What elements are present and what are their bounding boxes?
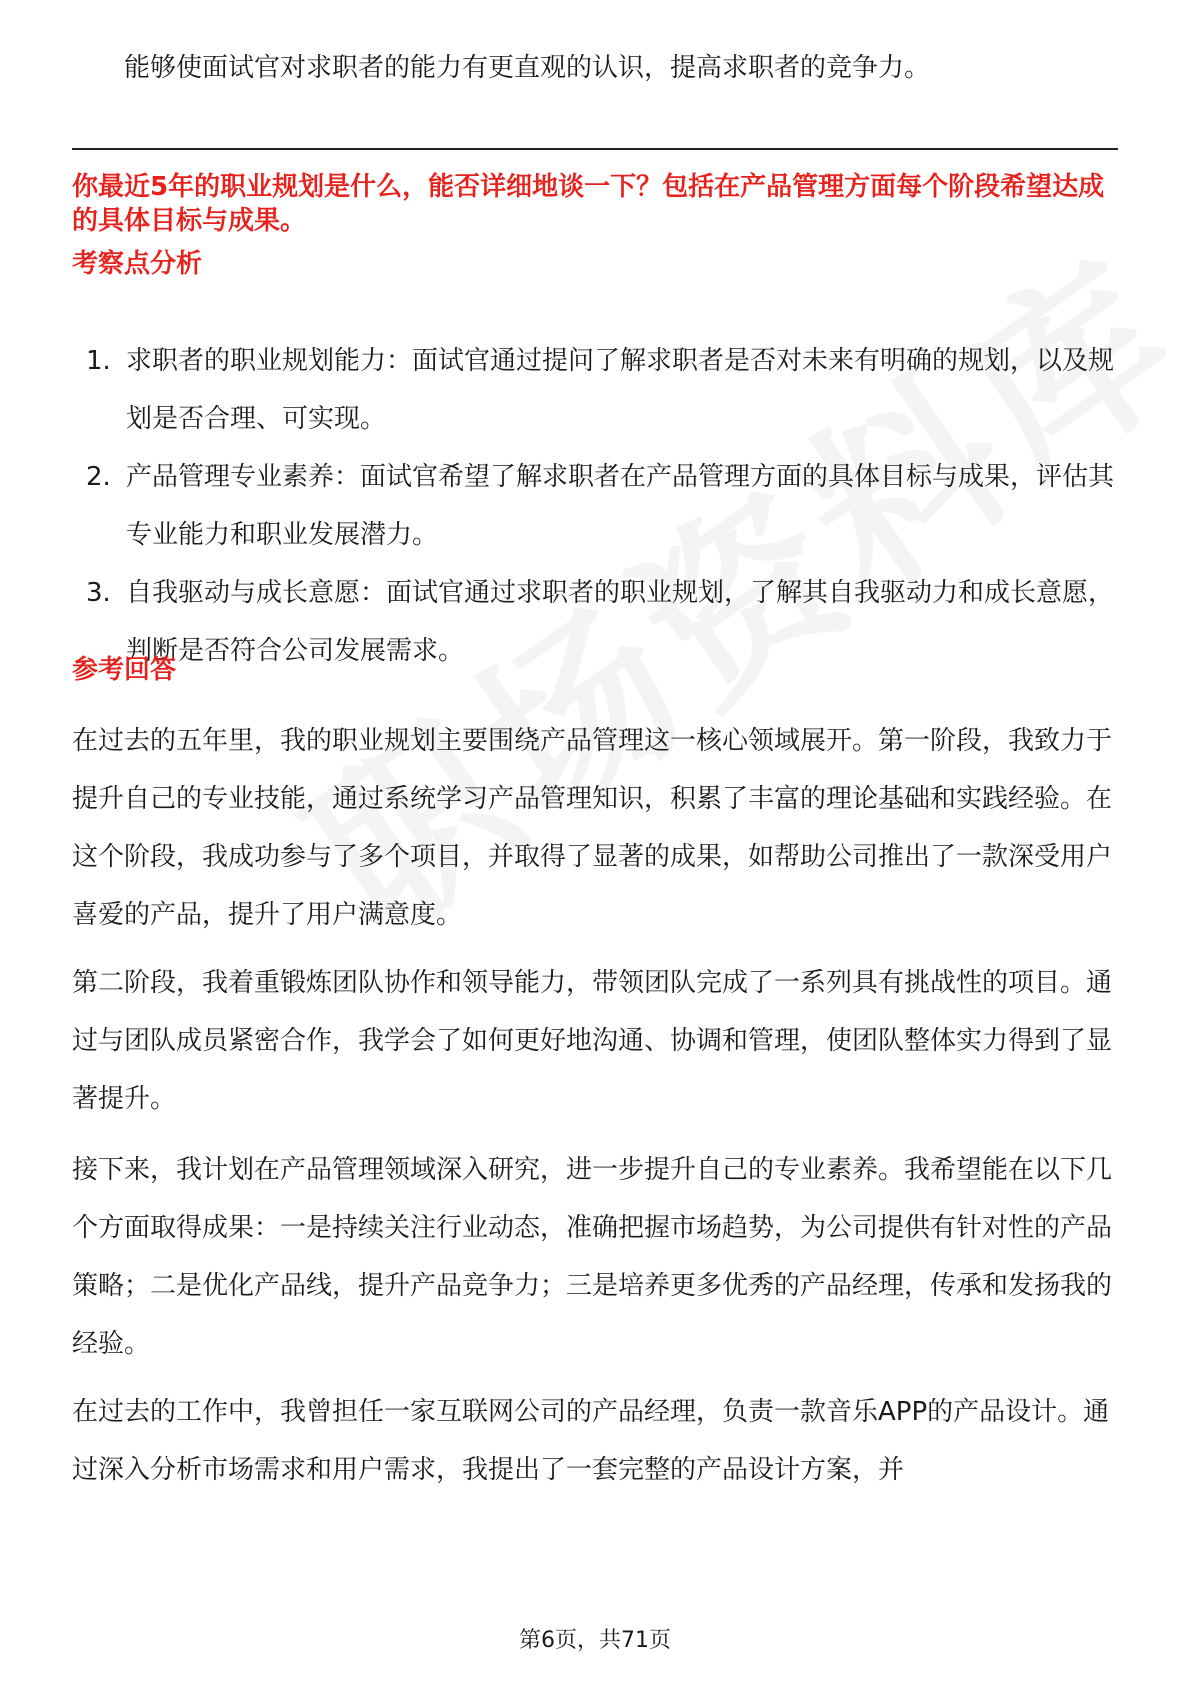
divider bbox=[72, 148, 1118, 150]
analysis-list bbox=[72, 332, 1118, 680]
answer-paragraph: 接下来，我计划在产品管理领域深入研究，进一步提升自己的专业素养。我希望能在以下几个方面取得成果：一是持续关注行业动态，准确把握市场趋势，为公司提供有针对性的产品策略；二是优化产品线，提升产品竞争力；三是培养更多优秀的产品经理，传承和发扬我的经验。 bbox=[72, 1155, 1113, 1359]
page-footer: 第6页，共71页 bbox=[519, 1628, 671, 1653]
answer-paragraph: 在过去的工作中，我曾担任一家互联网公司的产品经理，负责一款音乐APP的产品设计。通过深入分析市场需求和用户需求，我提出了一套完整的产品设计方案，并 bbox=[72, 1397, 1110, 1485]
list-text: 产品管理专业素养：面试官希望了解求职者在产品管理方面的具体目标与成果，评估其专业能力和职业发展潜力。 bbox=[126, 462, 1115, 550]
list-item bbox=[72, 332, 1118, 448]
answer-paragraph: 第二阶段，我着重锻炼团队协作和领导能力，带领团队完成了一系列具有挑战性的项目。通过与团队成员紧密合作，我学会了如何更好地沟通、协调和管理，使团队整体实力得到了显著提升。 bbox=[72, 968, 1113, 1114]
analysis-heading: 考察点分析 bbox=[72, 249, 203, 279]
list-item bbox=[72, 564, 1118, 680]
list-text: 自我驱动与成长意愿：面试官通过求职者的职业规划，了解其自我驱动力和成长意愿，判断是否符合公司发展需求。 bbox=[126, 578, 1115, 666]
list-item bbox=[72, 448, 1118, 564]
list-number: 1. bbox=[86, 346, 111, 376]
list-text: 求职者的职业规划能力：面试官通过提问了解求职者是否对未来有明确的规划，以及规划是否合理、可实现。 bbox=[126, 346, 1115, 434]
list-number: 3. bbox=[86, 578, 111, 608]
list-number: 2. bbox=[86, 462, 111, 492]
question-title: 你最近5年的职业规划是什么，能否详细地谈一下？包括在产品管理方面每个阶段希望达成的具体目标与成果。 bbox=[72, 172, 1105, 236]
answer-heading: 参考回答 bbox=[72, 655, 177, 685]
intro-line: 能够使面试官对求职者的能力有更直观的认识，提高求职者的竞争力。 bbox=[124, 53, 931, 83]
answer-paragraph: 在过去的五年里，我的职业规划主要围绕产品管理这一核心领域展开。第一阶段，我致力于提升自己的专业技能，通过系统学习产品管理知识，积累了丰富的理论基础和实践经验。在这个阶段，我成功参与了多个项目，并取得了显著的成果，如帮助公司推出了一款深受用户喜爱的产品，提升了用户满意度。 bbox=[72, 726, 1113, 930]
